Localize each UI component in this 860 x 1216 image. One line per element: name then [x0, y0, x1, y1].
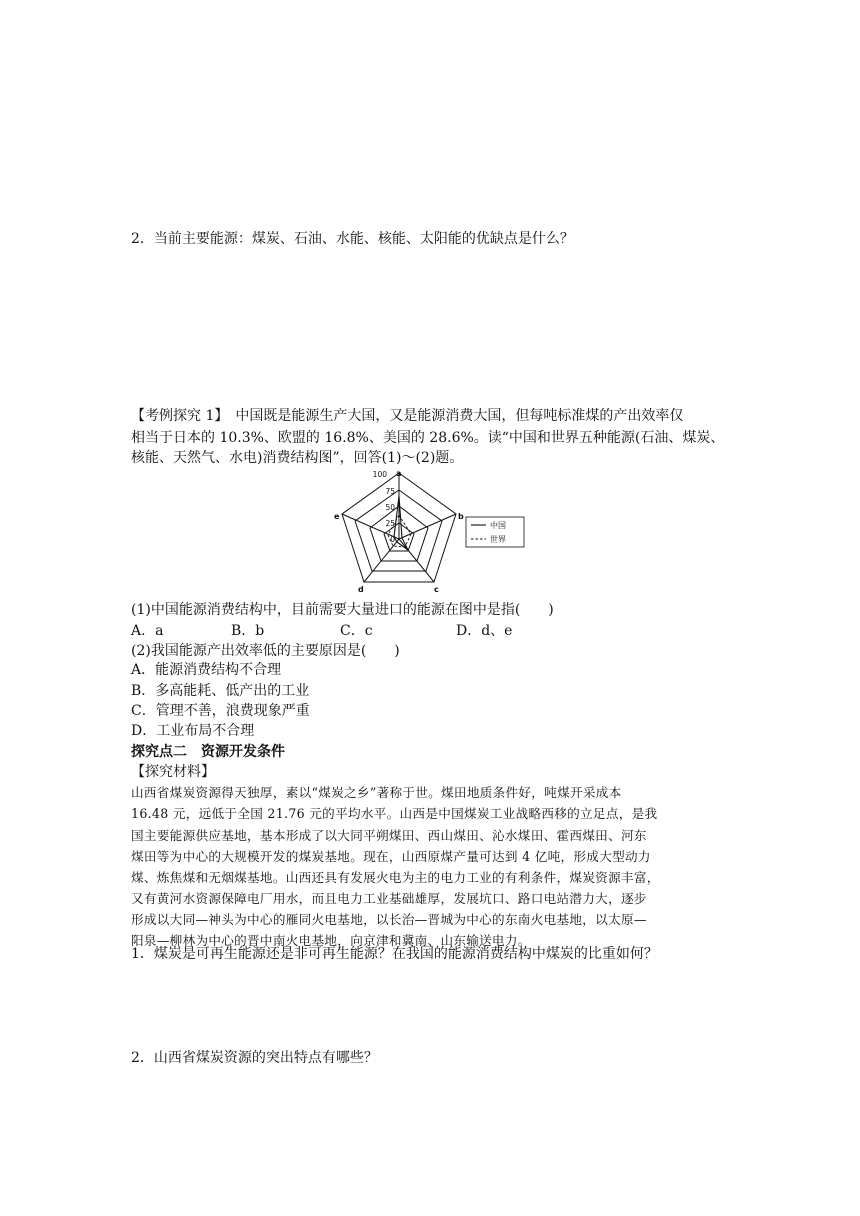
material-line-8: 阳泉—柳林为中心的晋中南火电基地，向京津和冀南、山东输送电力。	[131, 933, 531, 948]
tick-label-100: 100	[372, 470, 387, 479]
tick-label-0: 0	[390, 535, 395, 544]
example-intro-line-2: 相当于日本的 10.3%、欧盟的 16.8%、美国的 28.6%。读“中国和世界五种能源(石油、煤炭、	[131, 430, 725, 446]
example-intro-line-1: 【考例探究 1】 中国既是能源生产大国，又是能源消费大国，但每吨标准煤的产出效率仅	[131, 408, 684, 424]
material-line-5: 煤、炼焦煤和无烟煤基地。山西还具有发展火电为主的电力工业的有利条件，煤炭资源丰富，	[131, 870, 660, 885]
material-line-1: 山西省煤炭资源得天独厚，素以“煤炭之乡”著称于世。煤田地质条件好，吨煤开采成本	[131, 785, 622, 800]
example-intro-line-3: 核能、天然气、水电)消费结构图”，回答(1)～(2)题。	[131, 450, 464, 466]
question-1-option-c: C．c	[340, 623, 373, 639]
question-1-option-b: B．b	[231, 623, 265, 639]
material-line-7: 形成以大同—神头为中心的雁同火电基地，以长治—晋城为中心的东南火电基地，以太原—	[131, 912, 647, 927]
energy-consumption-radar-chart	[330, 468, 530, 596]
question-1-stem: (1)中国能源消费结构中，目前需要大量进口的能源在图中是指( )	[131, 602, 554, 618]
question-2-option-d: D．工业布局不合理	[131, 723, 255, 739]
section-heading: 探究点二 资源开发条件	[131, 744, 285, 760]
question-2-option-c: C．管理不善，浪费现象严重	[131, 703, 310, 719]
legend-china-label: 中国	[490, 521, 506, 530]
vertex-label-a: a	[396, 469, 402, 478]
vertex-label-b: b	[458, 512, 464, 521]
question-2-option-a: A．能源消费结构不合理	[131, 662, 282, 678]
material-line-4: 煤田等为中心的大规模开发的煤炭基地。现在，山西原煤产量可达到 4 亿吨，形成大型动力	[131, 849, 651, 864]
material-line-3: 国主要能源供应基地，基本形成了以大同平朔煤田、西山煤田、沁水煤田、霍西煤田、河东	[131, 828, 647, 843]
axis-b	[399, 514, 456, 539]
question-1-option-d: D．d、e	[456, 623, 513, 639]
material-label: 【探究材料】	[131, 764, 215, 780]
material-line-2: 16.48 元，远低于全国 21.76 元的平均水平。山西是中国煤炭工业战略西移的立足点，是我	[131, 806, 658, 821]
tick-label-50: 50	[385, 503, 395, 512]
question-2-option-b: B．多高能耗、低产出的工业	[131, 683, 310, 699]
vertex-label-e: e	[334, 512, 340, 521]
legend-world-label: 世界	[490, 535, 506, 544]
question-1-option-a: A．a	[131, 623, 164, 639]
chart-legend	[466, 517, 524, 547]
vertex-label-d: d	[358, 585, 364, 594]
section-question-2: 2．山西省煤炭资源的突出特点有哪些？	[131, 1050, 378, 1066]
material-line-6: 又有黄河水资源保障电厂用水，而且电力工业基础雄厚，发展坑口、路口电站潜力大，逐步	[131, 891, 647, 906]
vertex-label-c: c	[434, 585, 439, 594]
tick-label-75: 75	[385, 487, 395, 496]
tick-label-25: 25	[385, 519, 395, 528]
question-2-energy-pros-cons: 2．当前主要能源：煤炭、石油、水能、核能、太阳能的优缺点是什么？	[131, 231, 574, 247]
question-2-stem: (2)我国能源产出效率低的主要原因是( )	[131, 643, 400, 659]
section-question-1: 1．煤炭是可再生能源还是非可再生能源？在我国的能源消费结构中煤炭的比重如何？	[131, 946, 658, 962]
